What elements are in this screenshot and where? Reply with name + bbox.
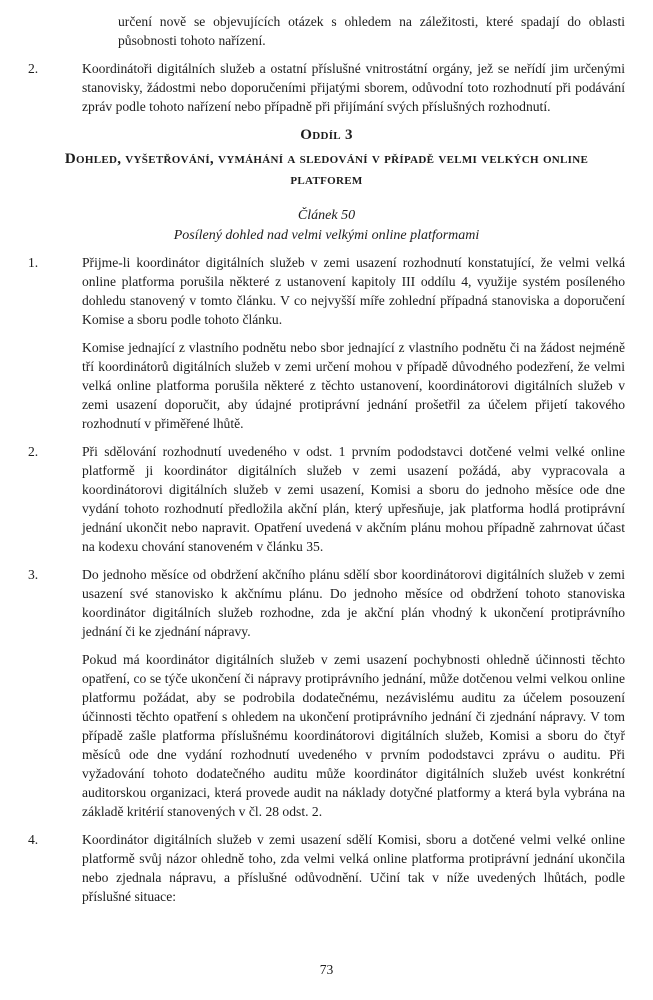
- article-number-heading: Článek 50: [297, 208, 356, 223]
- item-number: 2.: [28, 444, 39, 459]
- numbered-item-2: [28, 442, 625, 556]
- section-number-heading: Oddíl 3: [300, 127, 353, 143]
- article-title-heading: Posílený dohled nad velmi velkými online platformami: [173, 228, 480, 243]
- carryover-paragraph: určení nově se objevujících otázek s ohledem na záležitosti, které spadají do oblasti působnosti tohoto nařízení.: [118, 14, 625, 48]
- item-paragraph: Pokud má koordinátor digitálních služeb v zemi usazení pochybnosti ohledně účinnosti těchto opatření, co se týče ukončení či nápravy protiprávního jednání, může dotčenou velmi velkou online platformu požádat, aby se podrobila dodatečnému, nezávislému auditu za účelem posouzení účinnosti těchto opatření s ohledem na ukončení protiprávního jednání či zjednání nápravy. V tom případě zašle platforma příslušnému koordinátorovi digitálních služeb, Komisi a sboru do čtyř měsíců ode dne vydání rozhodnutí uvedeného v prvním pododstavci zprávu o auditu. Při vyžadování tohoto dodatečného auditu může koordinátor digitálních služeb uvést konkrétní auditorskou organizaci, která provede audit na náklady dotyčné platformy a která byla vybrána na základě kritérií stanovených v čl. 28 odst. 2.: [82, 652, 625, 819]
- numbered-item-3: [28, 565, 625, 821]
- item-paragraph: Do jednoho měsíce od obdržení akčního plánu sdělí sbor koordinátorovi digitálních služeb v zemi usazení své stanovisko k akčnímu plánu. Do jednoho měsíce od obdržení tohoto stanoviska koordinátor digitálních služeb rozhodne, zda je akční plán vhodný k ukončení protiprávního jednání či ke zjednání nápravy.: [82, 567, 625, 639]
- section-title-heading: Dohled, vyšetřování, vymáhání a sledování v případě velmi velkých online platforem: [64, 151, 589, 188]
- item-paragraph: Koordinátoři digitálních služeb a ostatní příslušné vnitrostátní orgány, jež se neřídí jim určenými stanovisky, žádostmi nebo doporučeními přijatými sborem, odůvodní toto rozhodnutí při podávání zpráv podle tohoto nařízení nebo případně při přijímání svých příslušných rozhodnutí.: [82, 61, 625, 114]
- item-number: 1.: [28, 255, 39, 270]
- numbered-item-top: [28, 59, 625, 116]
- page-footer: [0, 962, 653, 978]
- item-number: 3.: [28, 567, 39, 582]
- item-number: 4.: [28, 832, 39, 847]
- item-number: 2.: [28, 61, 39, 76]
- item-paragraph: Přijme-li koordinátor digitálních služeb v zemi usazení rozhodnutí konstatující, že velmi velká online platforma porušila některé z ustanovení kapitoly III oddílu 4, využije systém posíleného dohledu stanovený v tomto článku. V co nejvyšší míře zohlední případná stanoviska a doporučení Komise a sboru podle tohoto článku.: [82, 255, 625, 327]
- page-number: 73: [319, 962, 334, 977]
- item-paragraph: Při sdělování rozhodnutí uvedeného v odst. 1 prvním pododstavci dotčené velmi velké online platformě ji koordinátor digitálních služeb v zemi usazení požádá, aby vypracovala a koordinátorovi digitálních služeb v zemi usazení, Komisi a sboru do jednoho měsíce ode dne vydání tohoto rozhodnutí předložila akční plán, který upřesňuje, jak platforma hodlá protiprávní jednání ukončit nebo napravit. Opatření uvedená v akčním plánu mohou případně zahrnovat účast na kodexu chování stanoveném v článku 35.: [82, 444, 625, 554]
- numbered-item-1: [28, 253, 625, 433]
- item-paragraph: Komise jednající z vlastního podnětu nebo sbor jednající z vlastního podnětu či na žádost nejméně tří koordinátorů digitálních služeb v zemi určení mohou v případě důvodného podezření, že velmi velká online platforma porušila některé z těchto ustanovení, koordinátorovi digitálních služeb v zemi usazení doporučit, aby údajné protiprávní jednání prošetřil za účelem přijetí takového rozhodnutí v přiměřené lhůtě.: [82, 340, 625, 431]
- numbered-item-4: [28, 830, 625, 906]
- item-paragraph: Koordinátor digitálních služeb v zemi usazení sdělí Komisi, sboru a dotčené velmi velké online platformě svůj názor ohledně toho, zda velmi velká online platforma protiprávní jednání ukončila nebo zjednala nápravu, a příslušné odůvodnění. Učiní tak v níže uvedených lhůtách, podle příslušné situace:: [82, 832, 625, 904]
